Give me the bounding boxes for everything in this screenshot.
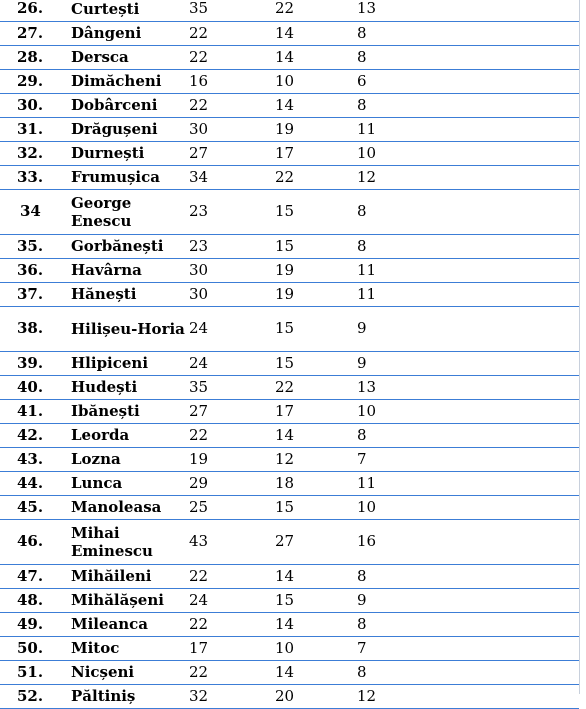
row-number: 42. xyxy=(0,423,71,447)
value-3: 13 xyxy=(357,0,579,21)
value-2: 17 xyxy=(275,141,357,165)
value-1: 22 xyxy=(189,45,275,69)
row-number: 34 xyxy=(0,189,71,234)
value-2: 12 xyxy=(275,447,357,471)
value-1: 43 xyxy=(189,519,275,564)
value-3: 8 xyxy=(357,45,579,69)
value-1: 29 xyxy=(189,471,275,495)
value-2: 14 xyxy=(275,564,357,588)
value-3: 12 xyxy=(357,684,579,708)
value-2: 19 xyxy=(275,117,357,141)
value-1: 19 xyxy=(189,447,275,471)
commune-name: Mitoc xyxy=(71,636,189,660)
value-2: 15 xyxy=(275,588,357,612)
commune-name: Dersca xyxy=(71,45,189,69)
table-row xyxy=(0,0,579,21)
row-number: 28. xyxy=(0,45,71,69)
value-2: 14 xyxy=(275,423,357,447)
value-1: 24 xyxy=(189,351,275,375)
value-2: 22 xyxy=(275,0,357,21)
row-number: 48. xyxy=(0,588,71,612)
commune-name: Hlipiceni xyxy=(71,351,189,375)
value-1: 35 xyxy=(189,0,275,21)
row-number: 50. xyxy=(0,636,71,660)
value-2: 14 xyxy=(275,45,357,69)
value-2: 22 xyxy=(275,165,357,189)
value-3: 8 xyxy=(357,423,579,447)
commune-name: Manoleasa xyxy=(71,495,189,519)
table-row xyxy=(0,660,579,684)
value-3: 8 xyxy=(357,189,579,234)
table-row xyxy=(0,612,579,636)
table-row xyxy=(0,423,579,447)
table-row xyxy=(0,399,579,423)
value-3: 7 xyxy=(357,636,579,660)
value-1: 30 xyxy=(189,117,275,141)
value-3: 10 xyxy=(357,141,579,165)
value-3: 9 xyxy=(357,306,579,351)
row-number: 43. xyxy=(0,447,71,471)
commune-name: Havârna xyxy=(71,258,189,282)
commune-name: Hudești xyxy=(71,375,189,399)
value-1: 24 xyxy=(189,588,275,612)
row-number: 52. xyxy=(0,684,71,708)
value-1: 27 xyxy=(189,399,275,423)
value-3: 8 xyxy=(357,612,579,636)
value-3: 11 xyxy=(357,282,579,306)
commune-name: Mileanca xyxy=(71,612,189,636)
table-row xyxy=(0,141,579,165)
value-3: 8 xyxy=(357,93,579,117)
row-number: 40. xyxy=(0,375,71,399)
commune-name: Gorbănești xyxy=(71,234,189,258)
value-3: 12 xyxy=(357,165,579,189)
row-number: 35. xyxy=(0,234,71,258)
value-3: 10 xyxy=(357,399,579,423)
table-row xyxy=(0,117,579,141)
commune-name: Dângeni xyxy=(71,21,189,45)
table-row xyxy=(0,234,579,258)
value-3: 11 xyxy=(357,258,579,282)
value-3: 8 xyxy=(357,21,579,45)
table-row xyxy=(0,282,579,306)
table-row xyxy=(0,447,579,471)
value-2: 14 xyxy=(275,660,357,684)
row-number: 36. xyxy=(0,258,71,282)
value-1: 35 xyxy=(189,375,275,399)
value-2: 20 xyxy=(275,684,357,708)
value-2: 27 xyxy=(275,519,357,564)
commune-name: Dimăcheni xyxy=(71,69,189,93)
table-row xyxy=(0,165,579,189)
value-3: 7 xyxy=(357,447,579,471)
row-number: 26. xyxy=(0,0,71,21)
commune-name: Ibănești xyxy=(71,399,189,423)
table-row xyxy=(0,471,579,495)
commune-name: Frumușica xyxy=(71,165,189,189)
value-3: 9 xyxy=(357,351,579,375)
value-2: 14 xyxy=(275,21,357,45)
commune-name: Hilișeu-Horia xyxy=(71,306,189,351)
value-2: 15 xyxy=(275,495,357,519)
commune-name: Drăgușeni xyxy=(71,117,189,141)
commune-name: Mihai Eminescu xyxy=(71,519,189,564)
value-2: 19 xyxy=(275,282,357,306)
table-row xyxy=(0,21,579,45)
value-3: 9 xyxy=(357,588,579,612)
value-1: 16 xyxy=(189,69,275,93)
value-2: 19 xyxy=(275,258,357,282)
row-number: 51. xyxy=(0,660,71,684)
commune-name: George Enescu xyxy=(71,189,189,234)
row-number: 49. xyxy=(0,612,71,636)
row-number: 46. xyxy=(0,519,71,564)
value-3: 13 xyxy=(357,375,579,399)
value-1: 23 xyxy=(189,234,275,258)
row-number: 47. xyxy=(0,564,71,588)
value-3: 8 xyxy=(357,660,579,684)
value-1: 22 xyxy=(189,93,275,117)
value-1: 22 xyxy=(189,660,275,684)
table-row xyxy=(0,351,579,375)
row-number: 38. xyxy=(0,306,71,351)
value-1: 27 xyxy=(189,141,275,165)
value-1: 34 xyxy=(189,165,275,189)
table-row xyxy=(0,93,579,117)
value-1: 22 xyxy=(189,564,275,588)
value-1: 17 xyxy=(189,636,275,660)
value-3: 16 xyxy=(357,519,579,564)
value-3: 8 xyxy=(357,564,579,588)
table-row xyxy=(0,45,579,69)
value-3: 6 xyxy=(357,69,579,93)
value-3: 10 xyxy=(357,495,579,519)
value-2: 17 xyxy=(275,399,357,423)
commune-name: Leorda xyxy=(71,423,189,447)
value-1: 22 xyxy=(189,21,275,45)
value-2: 15 xyxy=(275,306,357,351)
table-row xyxy=(0,636,579,660)
row-number: 41. xyxy=(0,399,71,423)
row-number: 27. xyxy=(0,21,71,45)
value-1: 23 xyxy=(189,189,275,234)
value-1: 30 xyxy=(189,258,275,282)
value-2: 22 xyxy=(275,375,357,399)
table-row xyxy=(0,588,579,612)
value-2: 15 xyxy=(275,189,357,234)
table-row xyxy=(0,519,579,564)
value-1: 30 xyxy=(189,282,275,306)
value-1: 22 xyxy=(189,612,275,636)
row-number: 30. xyxy=(0,93,71,117)
value-1: 24 xyxy=(189,306,275,351)
value-3: 11 xyxy=(357,117,579,141)
commune-name: Lozna xyxy=(71,447,189,471)
row-number: 45. xyxy=(0,495,71,519)
row-number: 33. xyxy=(0,165,71,189)
commune-name: Nicșeni xyxy=(71,660,189,684)
row-number: 37. xyxy=(0,282,71,306)
table-row xyxy=(0,306,579,351)
value-2: 18 xyxy=(275,471,357,495)
value-2: 14 xyxy=(275,612,357,636)
value-2: 15 xyxy=(275,234,357,258)
commune-name: Dobârceni xyxy=(71,93,189,117)
table-row xyxy=(0,258,579,282)
table-row xyxy=(0,564,579,588)
commune-name: Curtești xyxy=(71,0,189,21)
table-row xyxy=(0,495,579,519)
commune-name: Păltiniș xyxy=(71,684,189,708)
value-1: 32 xyxy=(189,684,275,708)
commune-name: Lunca xyxy=(71,471,189,495)
value-3: 11 xyxy=(357,471,579,495)
row-number: 44. xyxy=(0,471,71,495)
value-2: 14 xyxy=(275,93,357,117)
commune-name: Mihălășeni xyxy=(71,588,189,612)
commune-name: Hănești xyxy=(71,282,189,306)
row-number: 31. xyxy=(0,117,71,141)
commune-name: Durnești xyxy=(71,141,189,165)
value-2: 15 xyxy=(275,351,357,375)
table-row xyxy=(0,189,579,234)
commune-name: Mihăileni xyxy=(71,564,189,588)
table-row xyxy=(0,375,579,399)
value-3: 8 xyxy=(357,234,579,258)
row-number: 39. xyxy=(0,351,71,375)
row-number: 32. xyxy=(0,141,71,165)
table-row xyxy=(0,69,579,93)
table-row xyxy=(0,684,579,708)
value-2: 10 xyxy=(275,636,357,660)
value-1: 25 xyxy=(189,495,275,519)
value-2: 10 xyxy=(275,69,357,93)
value-1: 22 xyxy=(189,423,275,447)
row-number: 29. xyxy=(0,69,71,93)
